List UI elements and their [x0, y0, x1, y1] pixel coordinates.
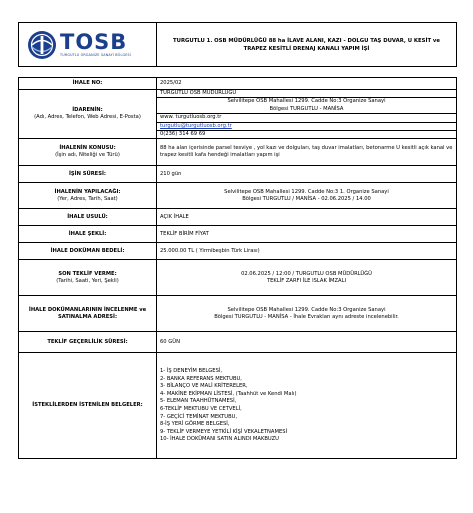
sekli-label: İHALE ŞEKLİ: — [19, 226, 157, 243]
dokuman-adresi-line-2: Bölgesi TURGUTLU - MANİSA - İhale Evrakları aynı adreste incelenebilir. — [214, 313, 399, 320]
konusu-label: İHALENİN KONUSU: — [59, 145, 116, 152]
belgeler-label: İSTEKLİLERDEN İSTENİLEN BELGELER: — [19, 353, 157, 459]
row-usulu — [19, 209, 457, 226]
konusu-sublabel: (İşin adı, Niteliği ve Türü) — [55, 152, 120, 159]
son-teklif-line-2: TEKLİF ZARFI İLE ISLAK İMZALI — [266, 277, 347, 284]
gecerlilik-value: 60 GÜN — [157, 332, 457, 353]
sure-label: İŞİN SÜRESİ: — [19, 166, 157, 183]
list-item: 10- İHALE DOKÜMANI SATIN ALINDI MAKBUZU — [160, 436, 279, 443]
idare-address-line-2: Bölgesi TURGUTLU - MANİSA — [269, 105, 344, 112]
konusu-value: 88 ha alan içerisinde parsel tesviye , yol kazı ve dolguları, taş duvar imalatları, betonarme U kesitli açık kanal ve trapez kesitli kafa hendeği imalatları yapım işi — [157, 139, 457, 166]
yapilacagi-value-cell — [157, 183, 457, 209]
tosb-logo-icon — [27, 30, 57, 60]
son-teklif-line-1: 02.06.2025 / 12:00 / TURGUTLU OSB MÜDÜRLÜĞÜ — [241, 270, 372, 277]
list-item: 4- MAKİNE EKİPMAN LİSTESİ, (Taahhüt ve Kendi Malı) — [160, 390, 297, 397]
row-idarenin — [19, 90, 457, 139]
ihale-no-label: İHALE NO: — [19, 78, 157, 90]
son-teklif-value-cell — [157, 260, 457, 296]
list-item: 3- BİLANÇO VE MALİ KRİTERELER, — [160, 383, 248, 390]
logo-cell — [19, 23, 157, 67]
tender-table — [18, 22, 457, 459]
belgeler-list — [157, 353, 457, 459]
tender-notice-sheet — [18, 22, 456, 459]
list-item: 2- BANKA REFERANS MEKTUBU, — [160, 375, 242, 382]
yapilacagi-line-1: Selvilitepe OSB Mahallesi 1299. Cadde No:3 1. Organize Sanayi — [224, 188, 389, 195]
sure-value: 210 gün — [157, 166, 457, 183]
spacer-row — [19, 67, 457, 78]
konusu-label-cell — [19, 139, 157, 166]
list-item: 8-İŞ YERİ GÖRME BELGESİ, — [160, 421, 230, 428]
idare-phone: 0(236) 314 69 69 — [160, 131, 206, 138]
header-row — [19, 23, 457, 67]
yapilacagi-label-cell — [19, 183, 157, 209]
yapilacagi-line-2: Bölgesi TURGUTLU / MANİSA - 02.06.2025 / 14.00 — [242, 195, 371, 202]
list-item: 1- İŞ DENEYİM BELGESİ, — [160, 367, 223, 374]
logo-wordmark: TOSB — [60, 30, 128, 54]
row-dokuman-adresi — [19, 296, 457, 332]
usulu-value: AÇIK İHALE — [157, 209, 457, 226]
dokuman-adresi-value-cell — [157, 296, 457, 332]
list-item: 9- TEKLİF VERMEYE YETKİLİ KİŞİ VEKALETNAMESİ — [160, 428, 288, 435]
gecerlilik-label: TEKLİF GEÇERLİLİK SÜRESİ: — [19, 332, 157, 353]
ihale-no-value: 2025/02 — [157, 78, 457, 90]
row-belgeler — [19, 353, 457, 459]
bedeli-value: 25.000.00 TL ( Yirmibeşbin Türk Lirası) — [157, 243, 457, 260]
logo-tagline: TURGUTLU ORGANİZE SANAYİ BÖLGESİ — [60, 53, 132, 57]
son-teklif-label: SON TEKLİF VERME: — [58, 270, 117, 277]
idare-web: www. turgutluosb.org.tr — [157, 114, 456, 122]
son-teklif-sublabel: (Tarihi, Saati, Yeri, Şekli) — [56, 277, 119, 284]
idarenin-sublabel: (Adı, Adres, Telefon, Web Adresi, E-Posta) — [34, 114, 141, 121]
idare-address-line-1: Selvilitepe OSB Mahallesi 1299. Cadde No:3 Organize Sanayi — [227, 98, 386, 105]
yapilacagi-label: İHALENİN YAPILACAĞI: — [54, 188, 121, 195]
dokuman-adresi-line-1: Selvilitepe OSB Mahallesi 1299. Cadde No:3 Organize Sanayi — [227, 306, 386, 313]
dokuman-adresi-label: İHALE DOKÜMANLARININ İNCELENME ve SATINALMA ADRESİ: — [19, 296, 157, 332]
list-item: 5- ELEMAN TAAHHÜTNAMESİ, — [160, 398, 237, 405]
sekli-value: TEKLİF BİRİM FİYAT — [157, 226, 457, 243]
idarenin-value-cell — [157, 90, 457, 139]
son-teklif-label-cell — [19, 260, 157, 296]
row-son-teklif — [19, 260, 457, 296]
usulu-label: İHALE USULÜ: — [19, 209, 157, 226]
idare-email-link[interactable]: turgutlu@turgutluosb.org.tr — [160, 122, 232, 129]
idare-name: TURGUTLU OSB MÜDÜRLÜĞÜ — [157, 90, 456, 98]
row-sekli — [19, 226, 457, 243]
row-bedeli — [19, 243, 457, 260]
idare-address — [157, 98, 456, 114]
row-sure — [19, 166, 457, 183]
document-title: TURGUTLU 1. OSB MÜDÜRLÜĞÜ 88 ha İLAVE ALANI, KAZI - DOLGU TAŞ DUVAR, U KESİT ve TRAPEZ KESİTLİ DRENAJ KANALI YAPIM İŞİ — [157, 23, 457, 67]
row-yapilacagi — [19, 183, 457, 209]
yapilacagi-sublabel: (Yer, Adres, Tarih, Saat) — [57, 195, 118, 202]
row-ihale-no — [19, 78, 457, 90]
idarenin-label: İDARENİN: — [72, 107, 103, 114]
list-item: 6-TEKLİF MEKTUBU VE CETVELİ, — [160, 405, 242, 412]
row-gecerlilik — [19, 332, 457, 353]
idarenin-label-cell — [19, 90, 157, 139]
row-konusu — [19, 139, 457, 166]
list-item: 7- GEÇİCİ TEMİNAT MEKTUBU, — [160, 413, 238, 420]
bedeli-label: İHALE DOKÜMAN BEDELİ: — [19, 243, 157, 260]
